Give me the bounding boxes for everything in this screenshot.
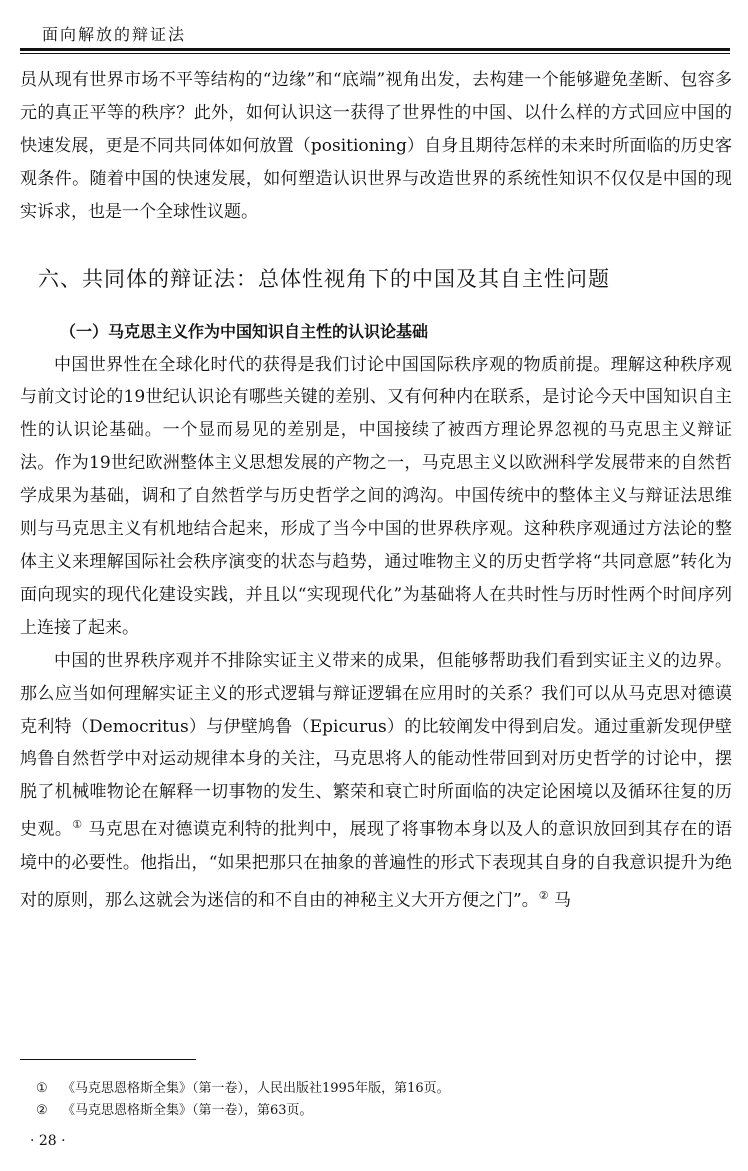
paragraph-2-text-a: 中国的世界秩序观并不排除实证主义带来的成果，但能够帮助我们看到实证主义的边界。那么应当如何理解实证主义的形式逻辑与辩证逻辑在应用时的关系？我们可以从马克思对德谟克利特（Democritus）与伊壁鸠鲁（Epicurus）的比较阐发中得到启发。通过重新发现伊壁鸠鲁自然哲学中对运动规律本身的关注，马克思将人的能动性带回到对历史哲学的讨论中，摆脱了机械唯物论在解释一切事物的发生、繁荣和衰亡时所面临的决定论困境以及循环往复的历史观。 [20,650,732,840]
footnote-1-text: 《马克思恩格斯全集》（第一卷），人民出版社1995年版，第16页。 [62,1081,450,1096]
header-rule-thick [20,48,730,51]
footnote-1 [36,1078,450,1100]
paragraph-2 [20,645,732,918]
paragraph-2-text-c: 马 [548,890,571,911]
footnote-1-mark: ① [36,1081,48,1096]
page-body [20,64,732,917]
footnote-2 [36,1100,450,1122]
footnotes [36,1078,450,1122]
subsection-title: （一）马克思主义作为中国知识自主性的认识论基础 [60,321,429,341]
footnote-ref-1[interactable]: ① [72,818,83,832]
header-rule-thin [20,53,730,54]
footnote-2-mark: ② [36,1103,48,1118]
paragraph-1: 中国世界性在全球化时代的获得是我们讨论中国国际秩序观的物质前提。理解这种秩序观与前文讨论的19世纪认识论有哪些关键的差别、又有何种内在联系，是讨论今天中国知识自主性的认识论基础。一个显而易见的差别是，中国接续了被西方理论界忽视的马克思主义辩证法。作为19世纪欧洲整体主义思想发展的产物之一，马克思主义以欧洲科学发展带来的自然哲学成果为基础，调和了自然哲学与历史哲学之间的鸿沟。中国传统中的整体主义与辩证法思维则与马克思主义有机地结合起来，形成了当今中国的世界秩序观。这种秩序观通过方法论的整体主义来理解国际社会秩序演变的状态与趋势，通过唯物主义的历史哲学将“共同意愿”转化为面向现实的现代化建设实践，并且以“实现现代化”为基础将人在共时性与历时性两个时间序列上连接了起来。 [20,354,732,638]
paragraph-2-text-b: 马克思在对德谟克利特的批判中，展现了将事物本身以及人的意识放回到其存在的语境中的必要性。他指出，“如果把那只在抽象的普遍性的形式下表现其自身的自我意识提升为绝对的原则，那么这就会为迷信的和不自由的神秘主义大开方便之门”。 [20,819,733,911]
running-header [20,14,730,54]
paragraph-intro: 员从现有世界市场不平等结构的“边缘”和“底端”视角出发，去构建一个能够避免垄断、包容多元的真正平等的秩序？此外，如何认识这一获得了世界性的中国、以什么样的方式回应中国的快速发展，更是不同共同体如何放置（positioning）自身且期待怎样的未来时所面临的历史客观条件。随着中国的快速发展，如何塑造认识世界与改造世界的系统性知识不仅仅是中国的现实诉求，也是一个全球性议题。 [20,70,732,222]
footnote-2-text: 《马克思恩格斯全集》（第一卷），第63页。 [62,1103,313,1118]
running-header-title: 面向解放的辩证法 [42,25,187,44]
page-number: · 28 · [30,1133,66,1149]
footnote-ref-2[interactable]: ② [538,888,549,902]
footnote-divider [20,1059,196,1060]
section-title: 六、共同体的辩证法：总体性视角下的中国及其自主性问题 [38,266,610,291]
